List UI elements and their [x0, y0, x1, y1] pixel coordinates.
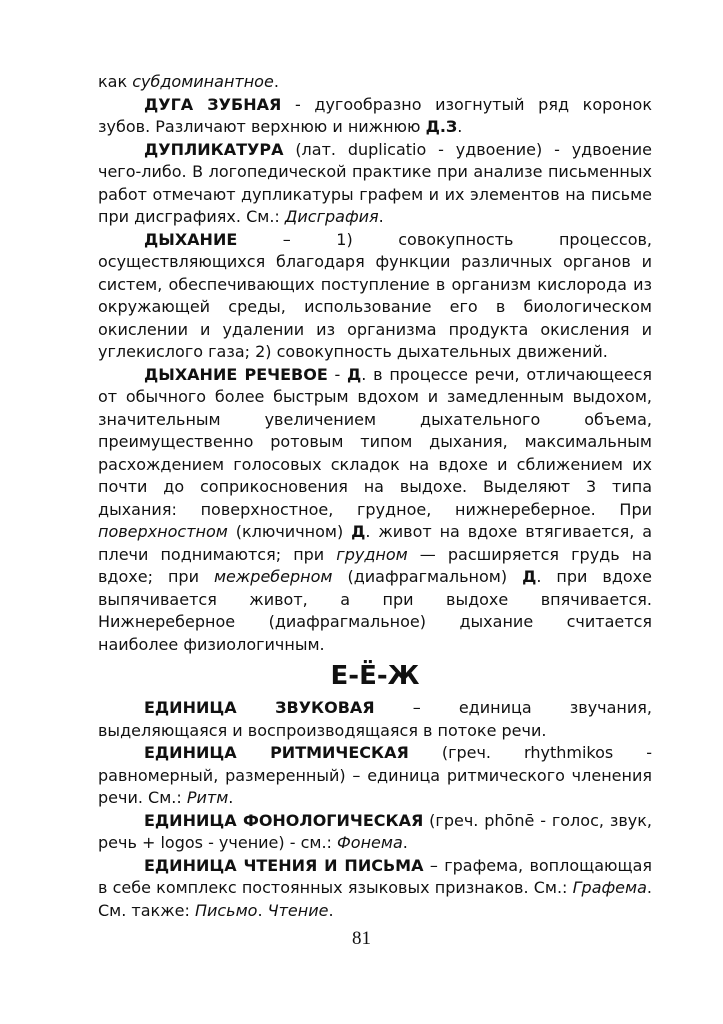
entry-edinica-chteniya-i-pisma: ЕДИНИЦА ЧТЕНИЯ И ПИСЬМА – графема, воплощающая в себе комплекс постоянных языковых признаков. См.: Графема. См. также: Письмо. Чтение.	[98, 855, 653, 920]
emphasis: грудном	[336, 544, 408, 564]
entry-duga-zubnaya: ДУГА ЗУБНАЯ - дугообразно изогнутый ряд коронок зубов. Различают верхнюю и нижнюю Д.З.	[98, 94, 652, 136]
emphasis: межреберном	[213, 567, 333, 586]
paragraph-continuation: как субдоминантное.	[98, 72, 279, 91]
entry-duplikatura: ДУПЛИКАТУРА (лат. duplicatio - удвоение) - удвоение чего-либо. В логопедической практике при анализе письменных работ отмечают дупликатуры графем и их элементов на письме при дисграфиях. См.: Дисграфия.	[98, 139, 652, 226]
section-heading: Е-Ё-Ж	[330, 661, 420, 691]
page-body	[98, 71, 652, 922]
cross-reference: Чтение	[267, 900, 329, 920]
entry-edinica-ritmicheskaya: ЕДИНИЦА РИТМИЧЕСКАЯ (греч. rhythmikos - равномерный, размеренный) – единица ритмического членения речи. См.: Ритм.	[98, 743, 653, 807]
cross-reference: Графема	[572, 878, 647, 897]
abbreviation: Д.З	[425, 117, 458, 136]
cross-reference: субдоминантное	[132, 72, 274, 91]
cross-reference: Ритм	[186, 788, 229, 807]
emphasis: поверхностном	[98, 522, 228, 541]
entry-dykhanie-rechevoe: ДЫХАНИЕ РЕЧЕВОЕ - Д. в процессе речи, отличающееся от обычного более быстрым вдохом и замедленным выдохом, значительным увеличением дыхательного объема, преимущественно ротовым типом дыхания, максимальным расхождением голосовых складок на вдохе и сближением их почти до соприкосновения на выдохе. Выделяют 3 типа дыхания: поверхностное, грудное, нижнереберное. При поверхностном (ключичном) Д. живот на вдохе втягивается, а плечи поднимаются; при грудном — расширяется грудь на вдохе; при межреберном (диафрагмальном) Д. при вдохе выпячивается живот, а при выдохе впячивается. Нижнереберное (диафрагмальное) дыхание считается наиболее физиологичным.	[98, 364, 653, 654]
entry-edinica-fonologicheskaya: ЕДИНИЦА ФОНОЛОГИЧЕСКАЯ (греч. phōnē - голос, звук, речь + logos - учение) - см.: Фонема.	[98, 810, 653, 852]
entry-term: ЕДИНИЦА ФОНОЛОГИЧЕСКАЯ	[144, 810, 424, 830]
abbreviation: Д	[351, 522, 366, 541]
cross-reference: Фонема	[337, 833, 403, 852]
entry-term: ДУГА ЗУБНАЯ	[144, 94, 282, 114]
entry-term: ДЫХАНИЕ РЕЧЕВОЕ	[144, 364, 328, 384]
abbreviation: Д	[347, 364, 362, 384]
entry-edinica-zvukovaya: ЕДИНИЦА ЗВУКОВАЯ – единица звучания, выделяющаяся и воспроизводящаяся в потоке речи.	[98, 698, 653, 740]
page-number: 81	[352, 928, 371, 949]
cross-reference: Письмо	[194, 900, 258, 920]
entry-term: ЕДИНИЦА ЧТЕНИЯ И ПИСЬМА	[144, 855, 424, 875]
entry-term: ЕДИНИЦА РИТМИЧЕСКАЯ	[144, 743, 409, 762]
cross-reference: Дисграфия	[284, 207, 379, 226]
entry-term: ЕДИНИЦА ЗВУКОВАЯ	[144, 698, 375, 717]
entry-term: ДУПЛИКАТУРА	[144, 139, 284, 159]
entry-dykhanie: ДЫХАНИЕ – 1) совокупность процессов, осуществляющихся благодаря функции различных органов и систем, обеспечивающих поступление в организм кислорода из окружающей среды, использование его в биологическом окислении и удалении из организма продукта окисления и углекислого газа; 2) совокупность дыхательных движений.	[98, 229, 652, 361]
abbreviation: Д	[522, 567, 537, 586]
entry-term: ДЫХАНИЕ	[144, 229, 238, 249]
